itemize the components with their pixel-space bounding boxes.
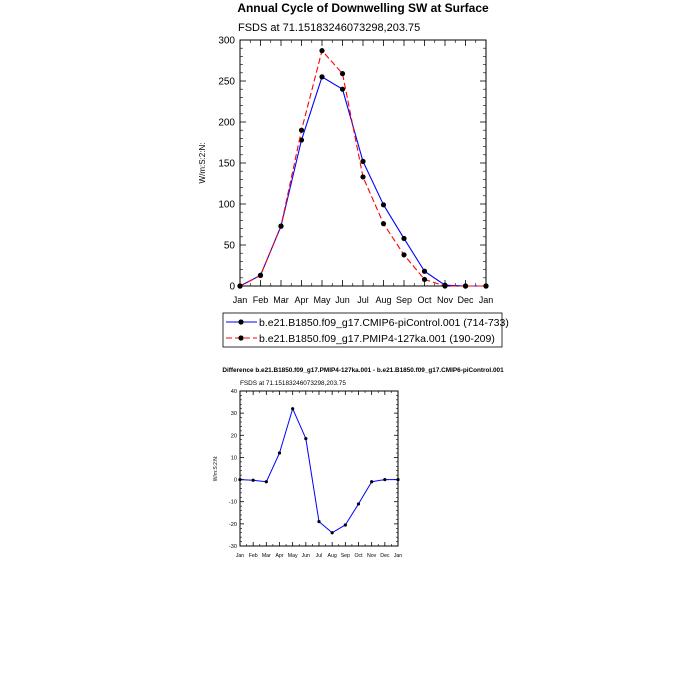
y-tick-label: -10 xyxy=(228,499,237,506)
series-0-point xyxy=(340,87,345,92)
series-line-0 xyxy=(240,77,486,286)
x-tick-label: Oct xyxy=(417,295,432,305)
y-tick-label: 50 xyxy=(223,240,235,252)
x-tick-label: Dec xyxy=(380,553,390,559)
series-1-point xyxy=(483,283,488,288)
x-tick-label: Feb xyxy=(252,295,269,305)
series-1-point xyxy=(299,128,304,133)
series-line-1 xyxy=(240,51,486,286)
series-0-point xyxy=(360,159,365,164)
y-tick-label: 200 xyxy=(218,117,235,129)
x-tick-label: May xyxy=(313,295,331,305)
x-tick-label: Mar xyxy=(273,295,289,305)
legend-entry: b.e21.B1850.f09_g17.PMIP4-127ka.001 (190-209) xyxy=(259,333,495,345)
series-1-point xyxy=(278,224,283,229)
y-tick-label: -20 xyxy=(228,521,237,528)
x-tick-label: May xyxy=(287,553,298,559)
series-0-point xyxy=(422,269,427,274)
x-tick-label: Jan xyxy=(232,295,248,305)
y-tick-label: 10 xyxy=(230,455,237,462)
y-tick-label: 0 xyxy=(229,281,235,293)
legend-swatch-marker xyxy=(238,335,243,340)
series-1-point xyxy=(258,273,263,278)
x-tick-label: Jun xyxy=(335,295,350,305)
series-1-point xyxy=(237,283,242,288)
y-axis-label: W/m:S:2:N: xyxy=(198,142,207,184)
x-tick-label: Sep xyxy=(395,295,413,305)
x-tick-label: Jan xyxy=(478,295,494,305)
y-tick-label: 20 xyxy=(230,433,237,440)
x-tick-label: Jan xyxy=(235,553,245,559)
y-tick-label: 250 xyxy=(218,76,235,88)
x-tick-label: Apr xyxy=(275,553,284,559)
x-tick-label: Oct xyxy=(354,553,363,559)
x-tick-label: Aug xyxy=(327,553,337,559)
legend xyxy=(223,313,509,347)
difference-chart xyxy=(213,367,504,559)
series-1-point xyxy=(463,283,468,288)
series-1-point xyxy=(381,221,386,226)
series-1-point xyxy=(401,252,406,257)
y-tick-label: 100 xyxy=(218,199,235,211)
legend-swatch-marker xyxy=(238,319,243,324)
x-tick-label: Feb xyxy=(248,553,258,559)
series-0-point xyxy=(319,74,324,79)
series-0-point xyxy=(238,478,241,481)
y-tick-label: 150 xyxy=(218,158,235,170)
y-tick-label: 40 xyxy=(230,389,237,396)
series-1-point xyxy=(360,174,365,179)
series-0-point xyxy=(401,236,406,241)
series-1-point xyxy=(340,71,345,76)
y-axis-label: W/m:S:2:N: xyxy=(213,455,219,482)
series-0-point xyxy=(396,478,399,481)
x-tick-label: Nov xyxy=(367,553,377,559)
series-0-point xyxy=(291,407,294,410)
series-0-point xyxy=(370,480,373,483)
x-tick-label: Jan xyxy=(393,553,403,559)
x-tick-label: Aug xyxy=(375,295,392,305)
series-0-point xyxy=(252,479,255,482)
x-tick-label: Jul xyxy=(357,295,369,305)
series-0-point xyxy=(278,451,281,454)
x-tick-label: Apr xyxy=(294,295,309,305)
series-0-point xyxy=(265,480,268,483)
series-line-0 xyxy=(240,409,398,533)
annual-cycle-chart xyxy=(198,1,493,305)
series-0-point xyxy=(317,520,320,523)
x-tick-label: Jun xyxy=(301,553,311,559)
series-0-point xyxy=(331,531,334,534)
x-tick-label: Dec xyxy=(457,295,474,305)
series-0-point xyxy=(381,202,386,207)
y-tick-label: -30 xyxy=(228,544,237,551)
y-tick-label: 0 xyxy=(233,477,237,484)
x-tick-label: Jul xyxy=(315,553,323,559)
legend-entry: b.e21.B1850.f09_g17.CMIP6-piControl.001 (714-733) xyxy=(259,317,509,329)
series-0-point xyxy=(357,502,360,505)
chart-title: Difference b.e21.B1850.f09_g17.PMIP4-127ka.001 - b.e21.B1850.f09_g17.CMIP6-piControl.001 xyxy=(222,367,504,374)
y-tick-label: 30 xyxy=(230,411,237,418)
series-0-point xyxy=(383,478,386,481)
series-1-point xyxy=(319,48,324,53)
series-0-point xyxy=(304,437,307,440)
chart-subtitle: FSDS at 71.15183246073298,203.75 xyxy=(240,380,346,387)
x-tick-label: Nov xyxy=(436,295,454,305)
chart-subtitle: FSDS at 71.15183246073298,203.75 xyxy=(238,22,421,34)
y-tick-label: 300 xyxy=(218,35,235,47)
series-1-point xyxy=(442,283,447,288)
series-0-point xyxy=(344,523,347,526)
series-1-point xyxy=(422,277,427,282)
x-tick-label: Mar xyxy=(261,553,271,559)
x-tick-label: Sep xyxy=(340,553,350,559)
chart-title: Annual Cycle of Downwelling SW at Surface xyxy=(237,1,489,15)
